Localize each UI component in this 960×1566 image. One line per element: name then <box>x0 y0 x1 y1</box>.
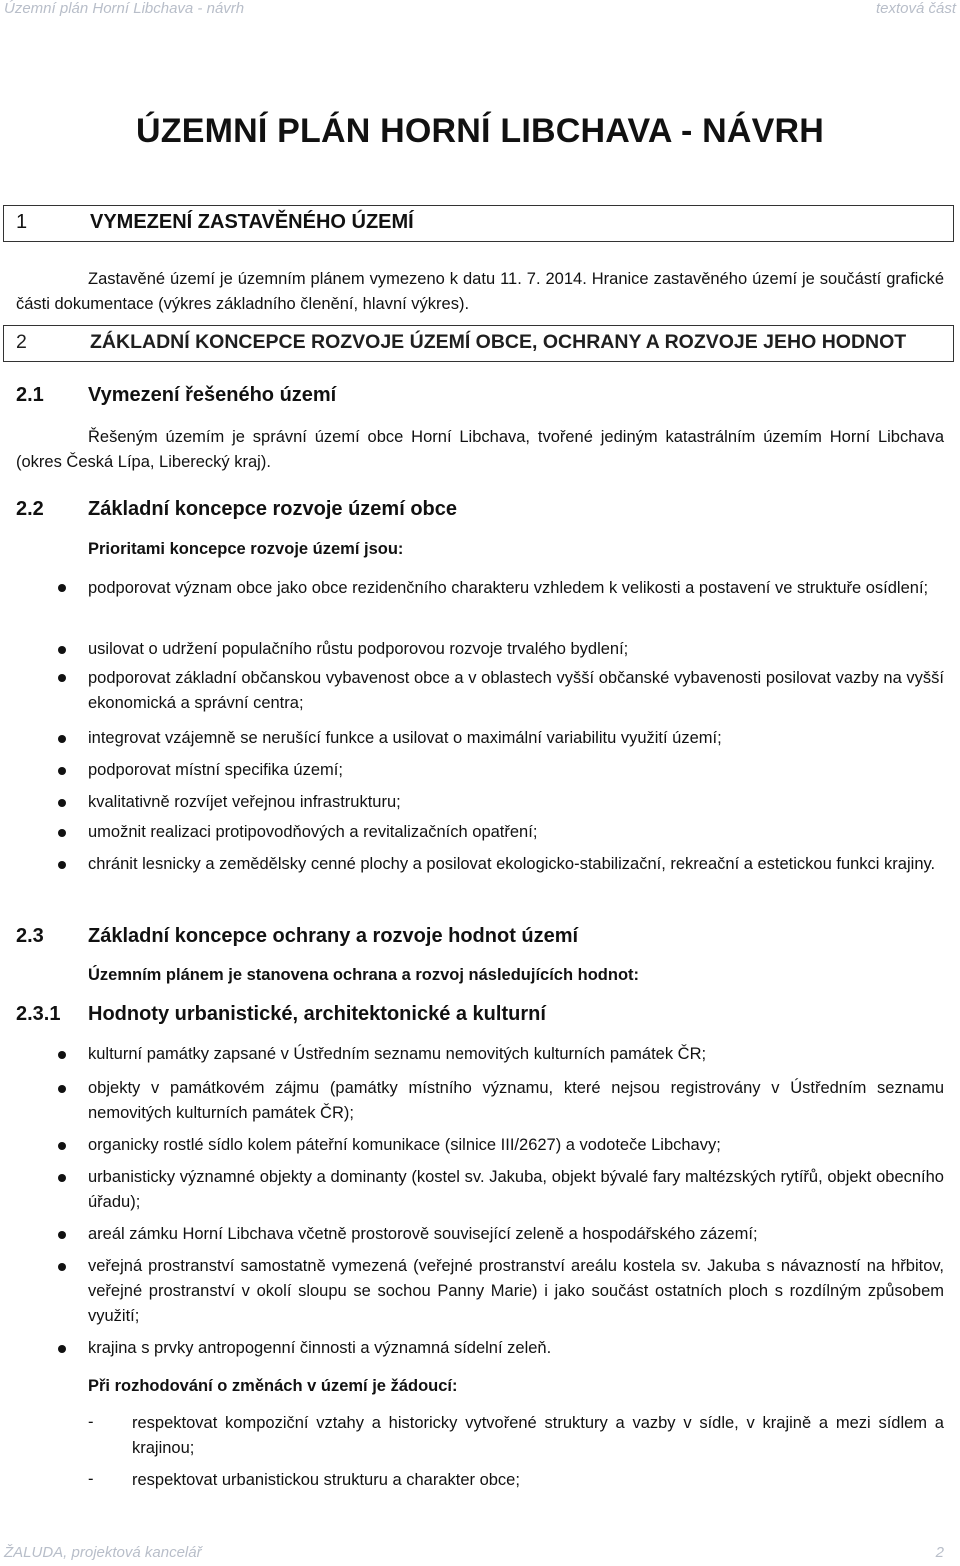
list-item: podporovat význam obce jako obce rezidenčního charakteru vzhledem k velikosti a postavení ve struktuře osídlení; <box>88 579 929 597</box>
bullet-icon <box>58 861 66 869</box>
section-title: ZÁKLADNÍ KONCEPCE ROZVOJE ÚZEMÍ OBCE, OCHRANY A ROZVOJE JEHO HODNOT <box>90 331 907 353</box>
bullet-icon <box>58 1142 66 1150</box>
bullet-icon <box>58 1263 66 1271</box>
list-item: kulturní památky zapsané v Ústředním seznamu nemovitých kulturních památek ČR; <box>88 1045 707 1063</box>
section-2-3-intro: Územním plánem je stanovena ochrana a rozvoj následujících hodnot: <box>88 966 640 984</box>
bullet-icon <box>58 799 66 807</box>
bullet-icon <box>58 767 66 775</box>
list-item: objekty v památkovém zájmu (památky místního významu, které nejsou registrovány v Ústředním seznamu nemovitých kulturních památek ČR); <box>88 1079 944 1122</box>
section-1-paragraph: Zastavěné území je územním plánem vymezeno k datu 11. 7. 2014. Hranice zastavěného území je součástí grafické části dokumentace (výkres základního členění, hlavní výkres). <box>16 270 944 313</box>
bullet-icon <box>58 829 66 837</box>
list-item: podporovat místní specifika území; <box>88 761 343 779</box>
desired-intro: Při rozhodování o změnách v území je žádoucí: <box>88 1377 458 1395</box>
section-2-heading <box>3 325 954 362</box>
list-item: usilovat o udržení populačního růstu podporovou rozvoje trvalého bydlení; <box>88 640 629 658</box>
section-title: VYMEZENÍ ZASTAVĚNÉHO ÚZEMÍ <box>90 211 414 233</box>
list-item: urbanisticky významné objekty a dominanty (kostel sv. Jakuba, objekt bývalé fary maltézských rytířů, objekt obecního úřadu); <box>88 1168 944 1211</box>
bullet-icon <box>58 1231 66 1239</box>
page-number: 2 <box>935 1544 944 1561</box>
dash-marker: - <box>88 1470 94 1488</box>
bullet-icon <box>58 674 66 682</box>
list-item: veřejná prostranství samostatně vymezená (veřejné prostranství areálu kostela sv. Jakuba s návazností na hřbitov, veřejné prostranství v okolí sloupu se sochou Panny Marie) i jako součást ostatních ploch s rozdílným způsobem využití; <box>88 1257 944 1325</box>
section-number: 2 <box>16 331 27 353</box>
bullet-icon <box>58 1051 66 1059</box>
section-number: 1 <box>16 211 28 233</box>
list-item: podporovat základní občanskou vybavenost obce a v oblastech vyšší občanské vybavenosti posilovat vazby na vyšší ekonomická a správní centra; <box>88 669 944 712</box>
list-item: chránit lesnicky a zemědělsky cenné plochy a posilovat ekologicko-stabilizační, rekreační a estetickou funkci krajiny. <box>88 855 936 873</box>
document-title: ÚZEMNÍ PLÁN HORNÍ LIBCHAVA - NÁVRH <box>135 112 825 150</box>
section-2-2-heading: 2.2 Základní koncepce rozvoje území obce <box>16 498 458 520</box>
section-2-2-intro: Prioritami koncepce rozvoje území jsou: <box>88 540 404 558</box>
bullet-icon <box>58 584 66 592</box>
bullet-icon <box>58 646 66 654</box>
running-footer-left: ŽALUDA, projektová kancelář <box>4 1544 202 1561</box>
dash-marker: - <box>88 1413 94 1431</box>
running-header-left: Územní plán Horní Libchava - návrh <box>4 0 245 17</box>
bullet-icon <box>58 1174 66 1182</box>
section-2-1-paragraph: Řešeným územím je správní území obce Horní Libchava, tvořené jediným katastrálním územím Horní Libchava (okres Česká Lípa, Liberecký kraj). <box>16 428 944 471</box>
list-item: areál zámku Horní Libchava včetně prostorově související zeleně a hospodářského zázemí; <box>88 1225 758 1243</box>
list-item: kvalitativně rozvíjet veřejnou infrastrukturu; <box>88 793 401 811</box>
list-item: umožnit realizaci protipovodňových a revitalizačních opatření; <box>88 823 538 841</box>
bullet-icon <box>58 1085 66 1093</box>
list-item: integrovat vzájemně se nerušící funkce a usilovat o maximální variabilitu využití území; <box>88 729 722 747</box>
list-item: krajina s prvky antropogenní činnosti a významná sídelní zeleň. <box>88 1339 552 1357</box>
section-2-3-heading: 2.3 Základní koncepce ochrany a rozvoje hodnot území <box>16 925 579 947</box>
list-item: respektovat kompoziční vztahy a historicky vytvořené struktury a vazby v sídle, v krajině a mezi sídlem a krajinou; <box>132 1414 944 1457</box>
bullet-icon <box>58 735 66 743</box>
bullet-icon <box>58 1345 66 1353</box>
running-header-right: textová část <box>875 0 956 17</box>
list-item: respektovat urbanistickou strukturu a charakter obce; <box>132 1471 520 1489</box>
list-item: organicky rostlé sídlo kolem páteřní komunikace (silnice III/2627) a vodoteče Libchavy; <box>88 1136 721 1154</box>
section-2-3-1-heading: 2.3.1 Hodnoty urbanistické, architektonické a kulturní <box>16 1003 546 1025</box>
section-1-heading <box>3 205 954 242</box>
section-2-1-heading: 2.1 Vymezení řešeného území <box>16 384 337 406</box>
